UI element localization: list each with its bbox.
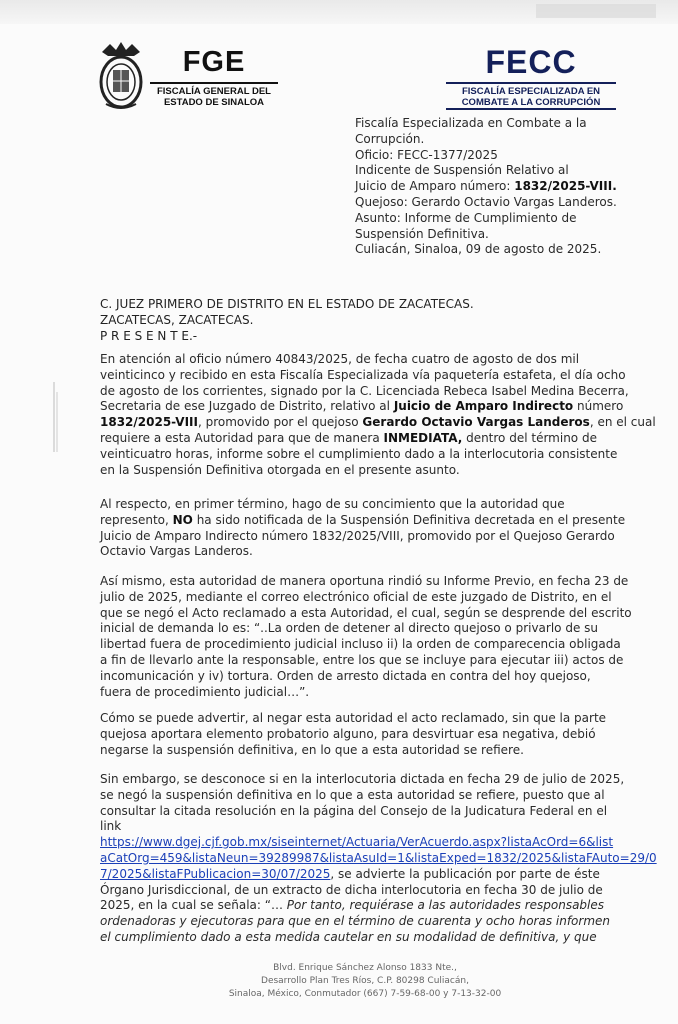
ref-line — [355, 179, 655, 195]
acuerdo-link[interactable]: 7/2025&listaFPublicacion=30/07/2025 — [100, 866, 331, 881]
text-line — [100, 930, 628, 946]
ref-line: Corrupción. — [355, 131, 425, 146]
text-line: libertad fuera de procedimiento judicial incluso ii) la orden de comparecencia obligada — [100, 637, 621, 652]
text-line: quejosa aportara elemento probatorio alguno, para desvirtuar esa negativa, debió — [100, 726, 596, 741]
text-line — [100, 914, 628, 930]
reference-block — [355, 116, 655, 258]
bold-span: INMEDIATA, — [383, 430, 463, 445]
fge-underline — [150, 82, 278, 84]
footer-line: Sinaloa, México, Conmutador (667) 7-59-68-00 y 7-13-32-00 — [228, 989, 502, 999]
text-span: número — [573, 399, 624, 414]
text-line: Sin embargo, se desconoce si en la interlocutoria dictada en fecha 29 de julio de 2025, — [100, 772, 625, 786]
text-line — [100, 415, 656, 431]
text-line: incomunicación y iv) tortura. Orden de arresto dictada en contra del hoy quejoso, — [100, 668, 591, 683]
text-span: Secretaria de ese Juzgado de Distrito, relativo al — [100, 399, 394, 414]
addressee-line: P R E S E N T E.- — [100, 328, 198, 343]
paragraph-1 — [100, 352, 656, 478]
paragraph-5 — [100, 772, 657, 946]
footer-address — [200, 962, 530, 1001]
text-line — [100, 867, 628, 883]
bold-span: 1832/2025-VIII — [100, 415, 198, 430]
fecc-bottom-rule — [446, 108, 616, 110]
text-line: se negó la suspensión definitiva en lo que a esta autoridad se refiere, puesto que al — [100, 787, 605, 802]
bold-span: Juicio de Amparo Indirecto — [393, 399, 574, 414]
addressee-line: ZACATECAS, ZACATECAS. — [100, 312, 254, 327]
text-span: ha sido notificada de la Suspensión Definitiva decretada en el presente — [192, 512, 626, 527]
top-smudge — [536, 4, 656, 18]
paragraph-4 — [100, 711, 628, 758]
margin-signature-stamp — [52, 382, 60, 452]
text-line: veinticuatro horas, informe sobre el cumplimiento dado a la interlocutoria consistente — [100, 446, 618, 461]
text-line: fuera de procedimiento judicial…”. — [100, 684, 310, 699]
addressee-block — [100, 297, 620, 344]
acuerdo-link[interactable]: https://www.dgej.cjf.gob.mx/siseinternet/Actuaria/VerAcuerdo.aspx?listaAcOrd=6&list — [100, 835, 614, 850]
link-line — [100, 835, 628, 851]
fecc-subtitle-line-2: COMBATE A LA CORRUPCIÓN — [461, 97, 601, 108]
case-number: 1832/2025-VIII. — [514, 179, 617, 194]
fge-subtitle-line-1: FISCALÍA GENERAL DEL — [156, 86, 271, 97]
fge-subtitle — [150, 86, 278, 108]
text-span: represento, — [100, 512, 173, 527]
ref-line: Fiscalía Especializada en Combate a la — [355, 116, 587, 130]
text-line — [100, 431, 628, 447]
text-line: link — [100, 819, 122, 834]
text-line: julio de 2025, mediante el correo electrónico oficial de este juzgado de Distrito, en el — [100, 589, 612, 604]
text-line: negarse la suspensión definitiva, en lo que a esta autoridad se refiere. — [100, 742, 524, 757]
paragraph-2 — [100, 497, 628, 560]
text-line: Órgano Jurisdiccional, de un extracto de dicha interlocutoria en fecha 30 de julio de — [100, 882, 603, 897]
text-span: , se advierte la publicación por parte de éste — [330, 866, 600, 881]
ref-line: Asunto: Informe de Cumplimiento de — [355, 210, 577, 225]
ref-text: Juicio de Amparo número: — [355, 179, 515, 194]
bold-span: Gerardo Octavio Vargas Landeros — [362, 415, 590, 430]
text-line: veinticinco y recibido en esta Fiscalía Especializada vía paquetería estafeta, el día ocho — [100, 367, 626, 382]
quote-span: el cumplimiento dado a esta medida cautelar en su modalidad de definitiva, y que — [100, 929, 597, 944]
fecc-subtitle-line-1: FISCALÍA ESPECIALIZADA EN — [461, 86, 601, 97]
footer-line: Desarrollo Plan Tres Ríos, C.P. 80298 Culiacán, — [261, 976, 469, 986]
fge-title: FGE — [182, 46, 246, 78]
fge-subtitle-line-2: ESTADO DE SINALOA — [163, 97, 265, 108]
ref-line: Quejoso: Gerardo Octavio Vargas Landeros. — [355, 194, 617, 209]
text-line: Así mismo, esta autoridad de manera oportuna rindió su Informe Previo, en fecha 23 de — [100, 574, 629, 588]
text-line: inicial de demanda lo es: “..La orden de detener al directo quejoso o privarlo de su — [100, 621, 599, 636]
link-line — [100, 850, 657, 867]
text-line: Al respecto, en primer término, hago de su concimiento que la autoridad que — [100, 497, 565, 511]
ref-line: Oficio: FECC-1377/2025 — [355, 147, 498, 162]
text-line: Cómo se puede advertir, al negar esta autoridad el acto reclamado, sin que la parte — [100, 711, 607, 725]
addressee-line: C. JUEZ PRIMERO DE DISTRITO EN EL ESTADO DE ZACATECAS. — [100, 297, 474, 311]
text-line — [100, 399, 628, 415]
text-span: , promovido por el quejoso — [197, 415, 363, 430]
text-span: requiere a esta Autoridad para que de manera — [100, 430, 384, 445]
quote-span: ordenadoras y ejecutoras para que en el término de cuarenta y ocho horas informen — [100, 914, 610, 929]
fecc-subtitle — [446, 86, 616, 108]
text-line: en la Suspensión Definitiva otorgada en el presente asunto. — [100, 462, 460, 477]
quote-span: Por tanto, requiérase a las autoridades responsables — [286, 898, 605, 913]
fecc-underline — [446, 82, 616, 84]
paragraph-3 — [100, 574, 632, 700]
acuerdo-link[interactable]: aCatOrg=459&listaNeun=39289987&listaAsuId=1&listaExped=1832/2025&listaFAuto=29/0 — [100, 850, 657, 865]
text-line: Octavio Vargas Landeros. — [100, 544, 253, 559]
text-line: que se negó el Acto reclamado a esta Autoridad, el cual, según se desprende del escrito — [100, 605, 632, 620]
text-span: , en el cual — [589, 415, 656, 430]
text-span: 2025, en la cual se señala: “… — [100, 898, 287, 913]
text-line: de agosto de los corrientes, signado por la C. Licenciada Rebeca Isabel Medina Becerra, — [100, 383, 629, 398]
fecc-title: FECC — [485, 44, 577, 80]
text-line — [100, 513, 628, 529]
ref-line: Indicente de Suspensión Relativo al — [355, 163, 569, 178]
fge-seal-logo — [96, 40, 146, 112]
ref-line: Suspensión Definitiva. — [355, 226, 489, 241]
text-span: dentro del término de — [462, 430, 597, 445]
text-line: consultar la citada resolución en la página del Consejo de la Judicatura Federal en el — [100, 803, 608, 818]
footer-line: Blvd. Enrique Sánchez Alonso 1833 Nte., — [273, 963, 457, 973]
text-line — [100, 898, 628, 914]
text-line: En atención al oficio número 40843/2025, de fecha cuatro de agosto de dos mil — [100, 352, 580, 366]
text-line: Juicio de Amparo Indirecto número 1832/2025/VIII, promovido por el Quejoso Gerardo — [100, 528, 615, 543]
text-line: a fin de llevarlo ante la responsable, entre los que se incluye para ejecutar iii) actos de — [100, 652, 624, 667]
ref-line: Culiacán, Sinaloa, 09 de agosto de 2025. — [355, 242, 602, 257]
bold-span: NO — [172, 512, 193, 527]
